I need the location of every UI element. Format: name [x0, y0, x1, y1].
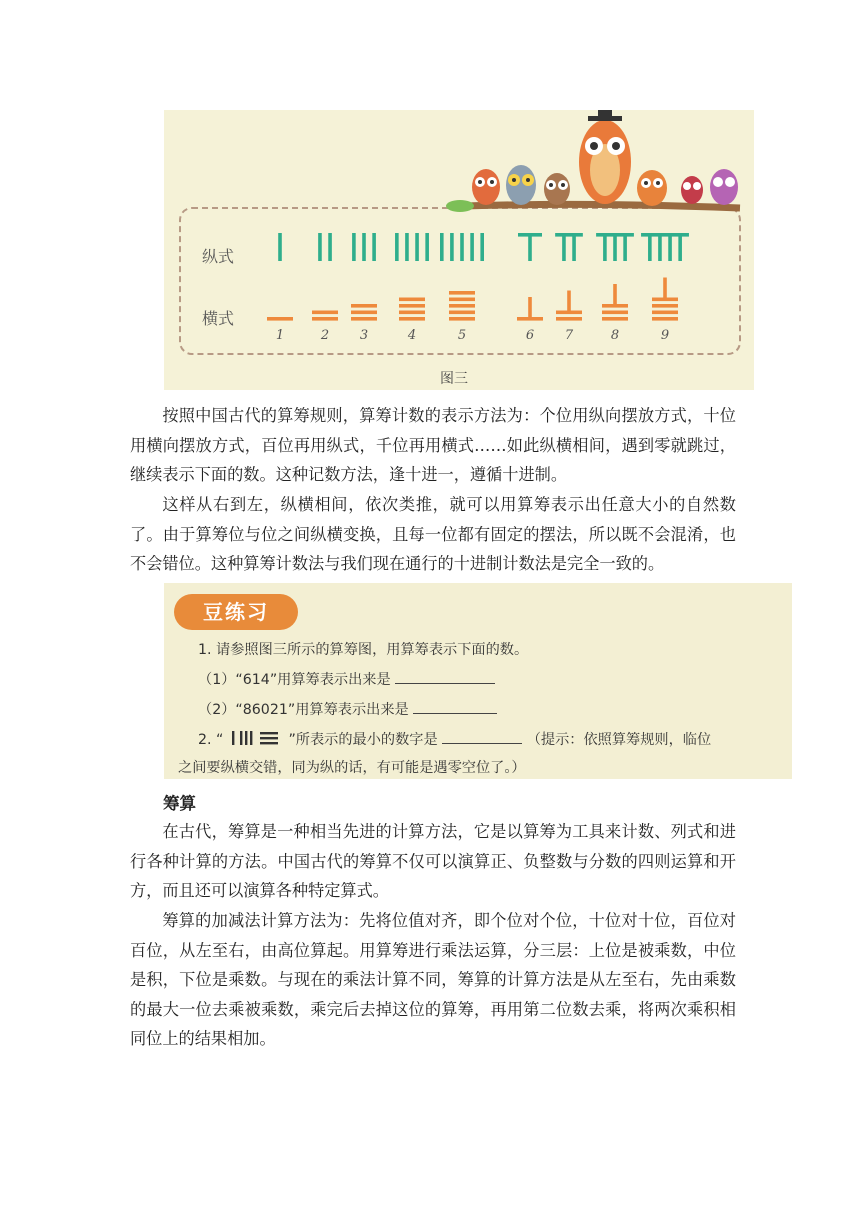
exercise-question-2	[198, 729, 711, 749]
figure-caption: 图三	[440, 371, 468, 387]
horizontal-rod	[267, 317, 293, 321]
horizontal-rod	[556, 311, 582, 315]
question-2-hint-continued: 之间要纵横交错，同为纵的话，有可能是遇零空位了。）	[178, 760, 526, 776]
digit-label: 7	[564, 328, 574, 343]
question-2-text: ”所表示的最小的数字是	[288, 732, 438, 748]
vertical-rod	[440, 233, 444, 261]
vertical-rod	[425, 233, 429, 261]
horizontal-rod	[652, 304, 678, 308]
vertical-rod	[528, 233, 532, 261]
vertical-rod	[572, 233, 576, 261]
horizontal-rod	[652, 311, 678, 315]
vertical-rod-five-bar	[555, 233, 583, 237]
vertical-rod	[318, 233, 322, 261]
horizontal-rod	[399, 317, 425, 321]
question-1-1-text: （1）“614”用算筹表示出来是	[198, 672, 391, 688]
answer-blank-3[interactable]	[442, 731, 522, 744]
horizontal-rod	[399, 304, 425, 308]
horizontal-rod-five-bar	[663, 278, 667, 298]
vertical-rod	[623, 233, 627, 261]
horizontal-rod	[556, 317, 582, 321]
horizontal-rod	[602, 317, 628, 321]
horizontal-rod-five-bar	[613, 284, 617, 304]
vertical-rod	[328, 233, 332, 261]
paragraph-chousuan-method: 筹算的加减法计算方法为：先将位值对齐，即个位对个位，十位对十位，百位对百位，从左至右，由高位算起。用算筹进行乘法运算，分三层：上位是被乘数，中位是积，下位是乘数。与现在的乘法计算不同，筹算的计算方法是从左至右，先由乘数的最大一位去乘被乘数，乘完后去掉这位的算筹，再用第二位数去乘，将两次乘积相同位上的结果相加。	[130, 911, 736, 1048]
digit-label: 9	[660, 328, 670, 343]
horizontal-rod	[351, 304, 377, 308]
digit-label: 6	[525, 328, 535, 343]
answer-blank-1[interactable]	[395, 671, 495, 684]
horizontal-rod	[517, 317, 543, 321]
counting-rods-numeral	[228, 730, 284, 746]
digit-label: 3	[359, 328, 369, 343]
horizontal-rod-five-bar	[528, 297, 532, 317]
horizontal-rod	[312, 317, 338, 321]
vertical-rod	[668, 233, 672, 261]
owl-decoration-6	[681, 176, 703, 204]
digit-label: 5	[457, 328, 467, 343]
section-title: 筹算	[163, 794, 196, 813]
paragraph-chousuan-intro: 在古代，筹算是一种相当先进的计算方法，它是以算筹为工具来计数、列式和进行各种计算的方法。中国古代的筹算不仅可以演算正、负整数与分数的四则运算和开方，而且还可以演算各种特定算式。	[130, 822, 736, 900]
vertical-rod	[460, 233, 464, 261]
owl-decoration-7	[710, 169, 738, 205]
horizontal-rod	[449, 304, 475, 308]
horizontal-rod	[351, 317, 377, 321]
vertical-rod	[362, 233, 366, 261]
vertical-rod	[470, 233, 474, 261]
leaf-decoration	[446, 200, 474, 212]
vertical-rod	[603, 233, 607, 261]
horizontal-rod	[399, 311, 425, 315]
horizontal-rod	[312, 311, 338, 315]
vertical-rod	[450, 233, 454, 261]
horizontal-rod	[449, 317, 475, 321]
owl-decoration-2	[506, 165, 536, 205]
owl-decoration-big	[579, 110, 631, 204]
horizontal-rod	[399, 298, 425, 302]
owl-decoration-1	[472, 169, 500, 205]
exercise-question-1-2	[198, 699, 497, 719]
horizontal-rod	[351, 311, 377, 315]
vertical-rod	[562, 233, 566, 261]
exercise-title: 豆练习	[174, 594, 298, 630]
vertical-rod	[405, 233, 409, 261]
digit-label: 4	[407, 328, 417, 343]
vertical-rod	[372, 233, 376, 261]
horizontal-rod	[449, 298, 475, 302]
branch-decoration	[464, 204, 740, 208]
owl-decoration-3	[544, 173, 570, 205]
horizontal-rod-five-bar	[567, 291, 571, 311]
vertical-rod	[278, 233, 282, 261]
horizontal-rod	[602, 304, 628, 308]
exercise-box	[164, 583, 792, 779]
digit-label: 2	[320, 328, 330, 343]
vertical-rod	[613, 233, 617, 261]
exercise-question-1-1	[198, 669, 495, 689]
counting-rods-table	[267, 233, 689, 321]
digit-label: 1	[275, 328, 285, 343]
horizontal-rod	[652, 317, 678, 321]
horizontal-rod	[652, 298, 678, 302]
paragraph-notation: 这样从右到左，纵横相间，依次类推，就可以用算筹表示出任意大小的自然数了。由于算筹位与位之间纵横变换，且每一位都有固定的摆法，所以既不会混淆，也不会错位。这种算筹计数法与我们现在通行的十进制计数法是完全一致的。	[130, 495, 736, 573]
vertical-rod	[395, 233, 399, 261]
owl-decoration-5	[637, 170, 667, 206]
question-1-2-text: （2）“86021”用算筹表示出来是	[198, 702, 409, 718]
horizontal-rod	[602, 311, 628, 315]
vertical-rod	[648, 233, 652, 261]
counting-rods-illustration	[164, 110, 754, 390]
row-label-horizontal: 横式	[202, 309, 235, 328]
figure-counting-rods	[164, 110, 754, 390]
vertical-rod	[678, 233, 682, 261]
horizontal-rod	[449, 291, 475, 295]
digit-label: 8	[610, 328, 620, 343]
vertical-rod	[415, 233, 419, 261]
paragraph-rules: 按照中国古代的算筹规则，算筹计数的表示方法为：个位用纵向摆放方式，十位用横向摆放方式，百位再用纵式，千位再用横式……如此纵横相间，遇到零就跳过，继续表示下面的数。这种记数方法，逢十进一，遵循十进制。	[130, 406, 736, 484]
row-label-vertical: 纵式	[202, 247, 235, 266]
answer-blank-2[interactable]	[413, 701, 497, 714]
horizontal-rod	[449, 311, 475, 315]
vertical-rod	[480, 233, 484, 261]
vertical-rod	[352, 233, 356, 261]
question-2-prefix: 2. “	[198, 732, 224, 748]
vertical-rod	[658, 233, 662, 261]
exercise-question-1: 1. 请参照图三所示的算筹图，用算筹表示下面的数。	[198, 642, 529, 658]
question-2-hint: （提示：依照算筹规则，临位	[526, 732, 712, 748]
